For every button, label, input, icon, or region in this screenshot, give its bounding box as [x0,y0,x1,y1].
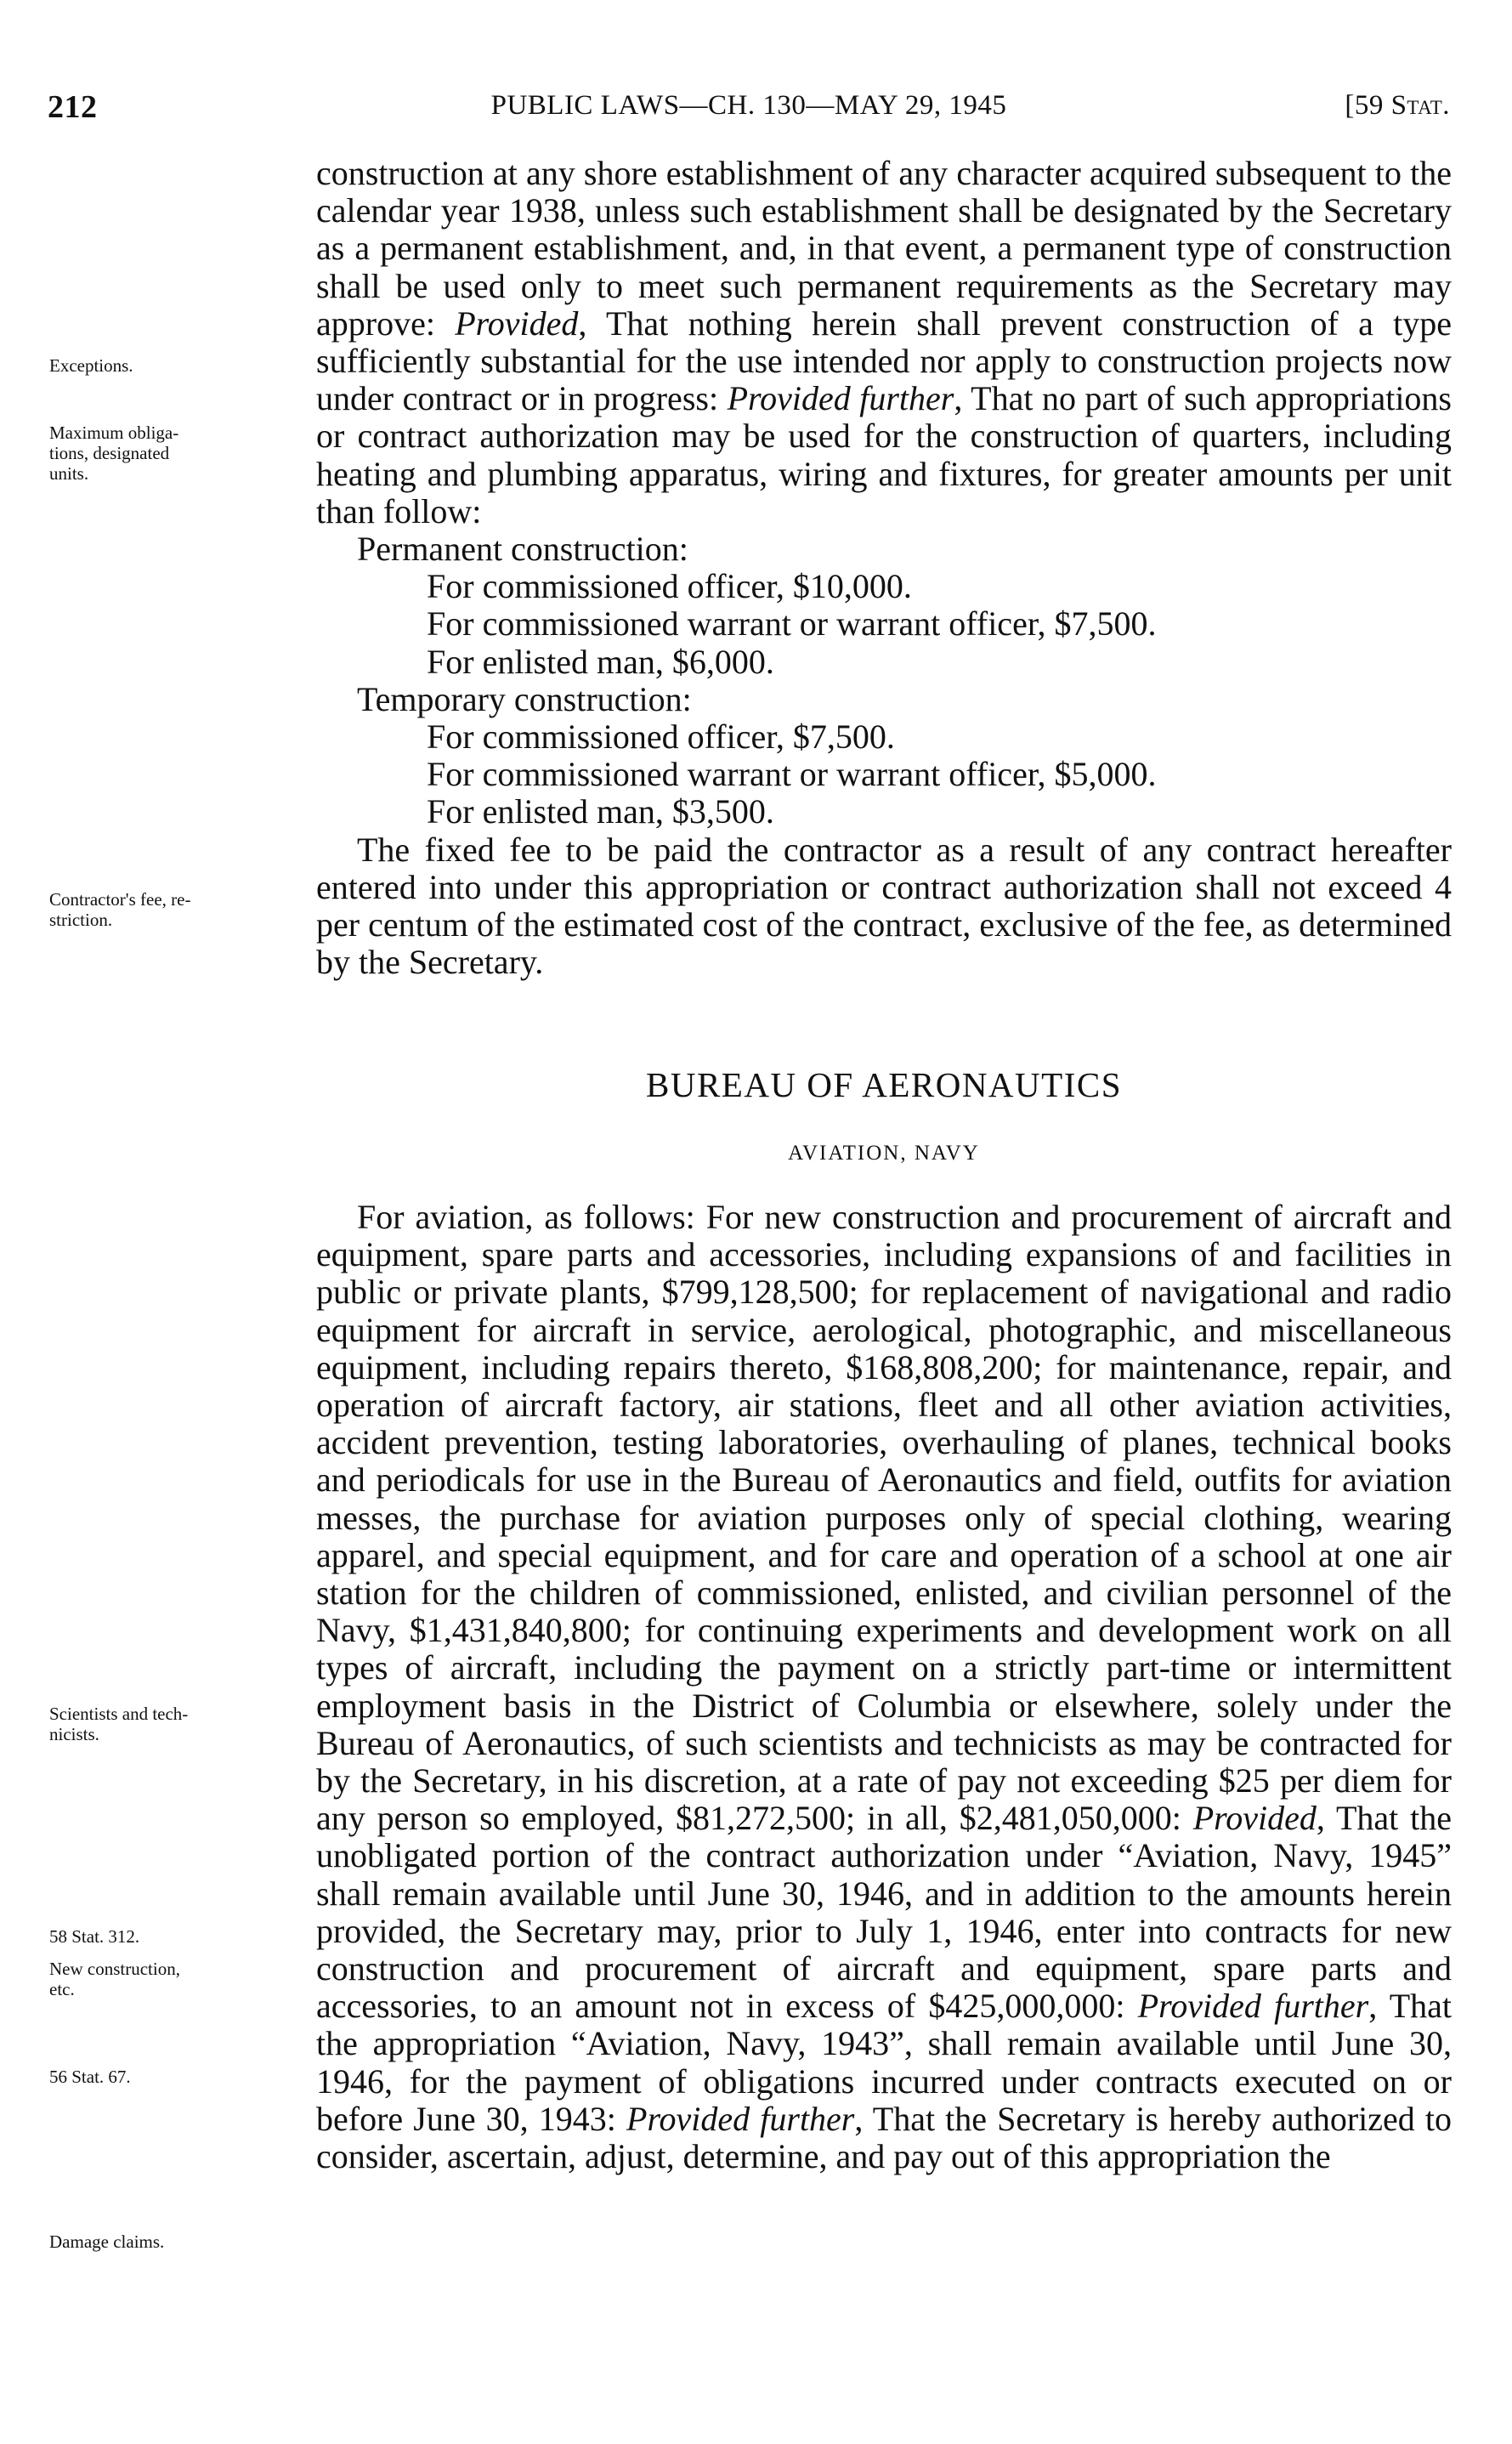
permanent-item: For commissioned warrant or warrant officer, $7,500. [427,604,1157,644]
sub-heading-block [316,1135,1452,1172]
permanent-construction-label: Permanent construction: [357,530,688,569]
permanent-item: For commissioned officer, $10,000. [427,567,912,606]
statute-reference: [59 Stat. [1345,90,1450,121]
aviation-navy-heading: AVIATION, NAVY [788,1142,980,1165]
temporary-item: For commissioned warrant or warrant officer, $5,000. [427,755,1157,794]
page-header [48,88,1450,129]
margin-note-exceptions: Exceptions. [49,355,133,376]
margin-note-maximum-obligations: Maximum obliga- tions, designated units. [49,422,179,484]
margin-note-new-construction: New construction, etc. [49,1959,180,1999]
section-aviation [316,1199,1452,2175]
paragraph-aviation: For aviation, as follows: For new construction and procurement of aircraft and equipment, spare parts and accessories, including expansions of and facilities in public or private plants, $799,128,500; for replacement of navigational and radio equipment for aircraft in service, aerological, photographic, and miscellaneous equipment, including repairs thereto, $168,808,200; for maintenance, repair, and operation of aircraft factory, air stations, fleet and all other aviation activities, accident prevention, testing laboratories, overhauling of planes, technical books and periodicals for use in the Bureau of Aeronautics and field, outfits for aviation messes, the purchase for aviation purposes only of special clothing, wearing apparel, and special equipment, and for care and operation of a school at one air station for the children of commissioned, enlisted, and civilian personnel of the Navy, $1,431,840,800; for continuing experiments and development work on all types of aircraft, including the payment on a strictly part-time or intermittent employment basis in the District of Columbia or elsewhere, solely under the Bureau of Aeronautics, of such scientists and technicists as may be contracted for by the Secretary, in his discretion, at a rate of pay not exceeding $25 per diem for any person so employed, $81,272,500; in all, $2,481,050,000: Provided, That the unobligated portion of the contract authorization under “Aviation, Navy, 1945” shall remain available until June 30, 1946, and in addition to the amounts herein provided, the Secretary may, prior to July 1, 1946, enter into contracts for new construction and procurement of aircraft and equipment, spare parts and accessories, to an amount not in excess of $425,000,000: Provided further, That the appropriation “Aviation, Navy, 1943”, shall remain available until June 30, 1946, for the payment of obligations incurred under contracts executed on or before June 30, 1943: Provided further, That the Secretary is hereby authorized to consider, ascertain, adjust, determine, and pay out of this appropriation the [316,1198,1453,2176]
paragraph-construction: construction at any shore establishment of any character acquired subsequent to the calendar year 1938, unless such establishment shall be designated by the Secretary as a permanent establishment, and, in that event, a permanent type of construction shall be used only to meet such permanent requirements as the Secretary may approve: Provided, That nothing herein shall prevent construction of a type sufficiently substantial for the use intended nor apply to construction projects now under contract or in progress: Provided further, That no part of such appropriations or contract authorization may be used for the construction of quarters, including heating and plumbing apparatus, wiring and fixtures, for greater amounts per unit than follow: [316,154,1452,530]
margin-note-58-stat: 58 Stat. 312. [49,1926,140,1947]
section-heading-block [316,1066,1452,1103]
temporary-construction-label: Temporary construction: [357,679,692,718]
margin-note-contractors-fee: Contractor's fee, re- striction. [49,889,191,930]
running-title: PUBLIC LAWS—CH. 130—MAY 29, 1945 [490,90,1007,121]
paragraph-contractor-fee: The fixed fee to be paid the contractor as a result of any contract hereafter entered into under this appropriation or contract authorization shall not exceed 4 per centum of the estimated cost of the contract, exclusive of the fee, as determined by the Secretary. [316,830,1452,982]
temporary-item: For enlisted man, $3,500. [427,792,774,831]
margin-note-56-stat: 56 Stat. 67. [49,2067,131,2087]
permanent-item: For enlisted man, $6,000. [427,642,774,681]
page-number: 212 [48,89,98,125]
temporary-item: For commissioned officer, $7,500. [427,717,895,757]
section-construction [316,155,1452,981]
bureau-heading: BUREAU OF AERONAUTICS [646,1065,1122,1104]
margin-note-damage-claims: Damage claims. [49,2231,165,2252]
margin-note-scientists: Scientists and tech- nicists. [49,1704,189,1744]
